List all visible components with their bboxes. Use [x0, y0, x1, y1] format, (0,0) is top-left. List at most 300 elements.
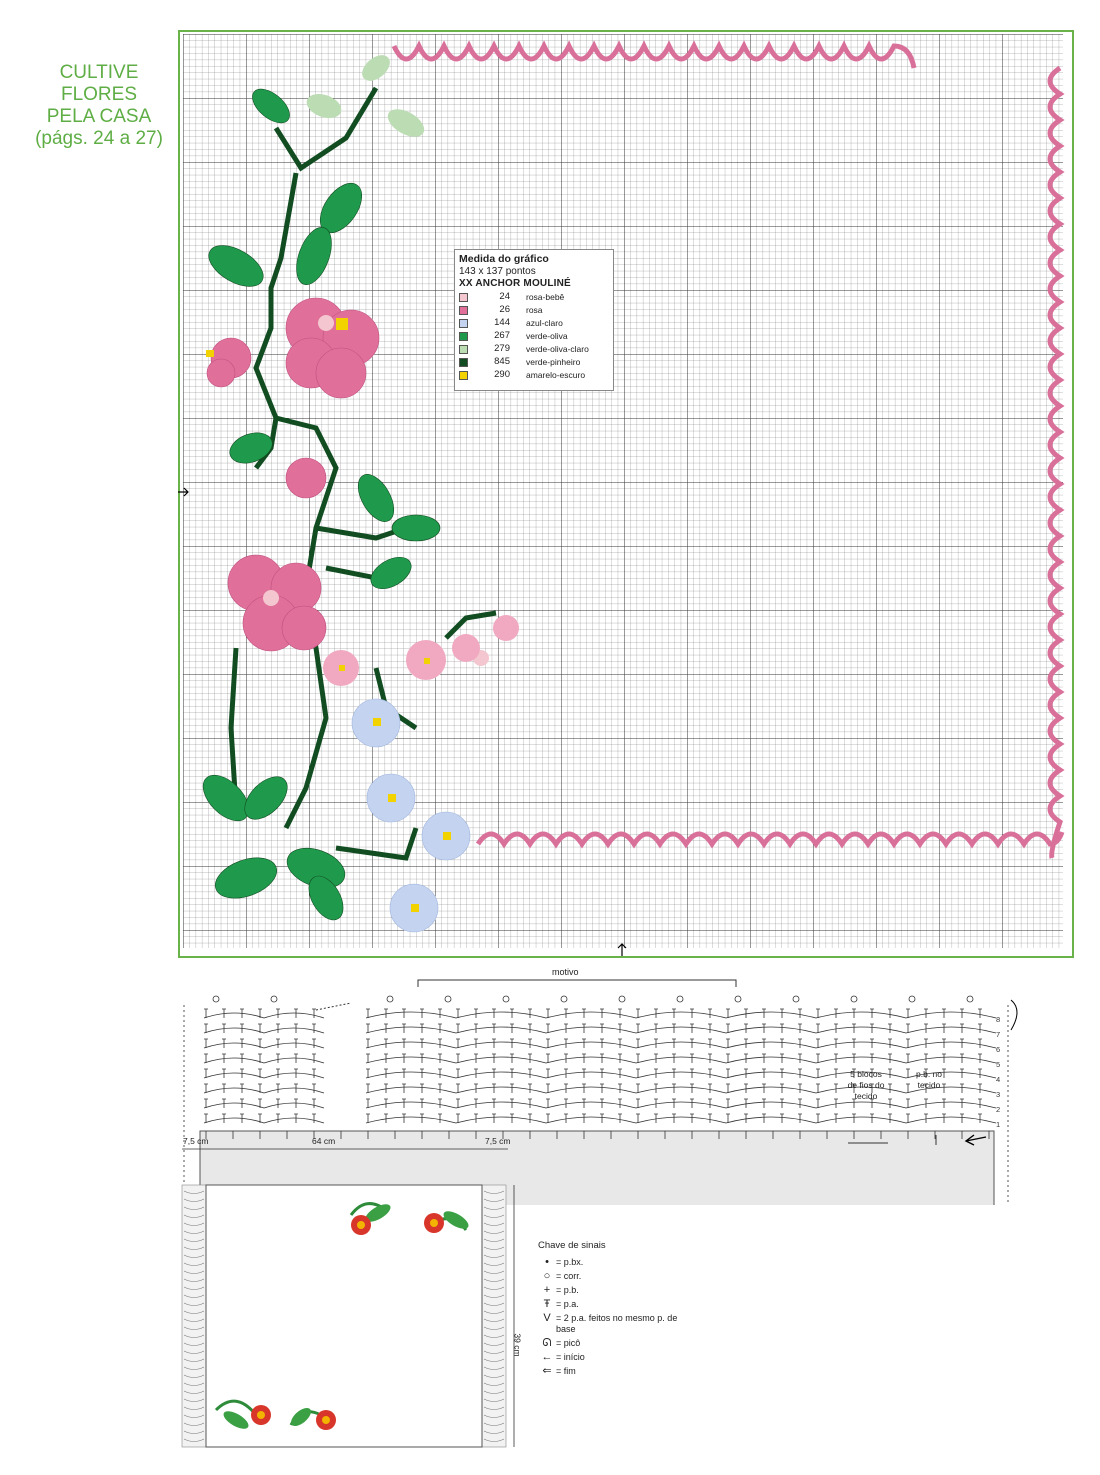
stitch-mark [492, 1039, 496, 1048]
stitch-mark [456, 1099, 460, 1108]
stitch-mark [546, 1099, 550, 1108]
key-label: = p.bx. [556, 1257, 584, 1267]
stitch-mark [546, 1024, 550, 1033]
stitch-mark [528, 1084, 532, 1093]
anchor-code: 267 [494, 329, 510, 341]
stitch-mark [780, 1009, 784, 1018]
stitch-mark [726, 1054, 730, 1063]
legend-row [459, 317, 609, 330]
stitch-mark [870, 1009, 874, 1018]
stitch-mark [888, 1039, 892, 1048]
stitch-mark [438, 1114, 442, 1123]
stitch-mark [798, 1054, 802, 1063]
stitch-mark [798, 1114, 802, 1123]
stitch-mark [852, 1009, 856, 1018]
picot [793, 996, 799, 1002]
stitch-mark [600, 1024, 604, 1033]
stitch-mark [726, 1084, 730, 1093]
stitch-mark [492, 1084, 496, 1093]
stitch-mark [312, 1084, 316, 1093]
dashed-arrow [316, 1003, 351, 1010]
stitch-mark [582, 1069, 586, 1078]
stitch-mark [618, 1099, 622, 1108]
stitch-mark [762, 1039, 766, 1048]
crochet-row-left [204, 1118, 324, 1123]
dim-left: 7,5 cm [183, 1136, 209, 1146]
stitch-mark [420, 1054, 424, 1063]
stitch-mark [672, 1084, 676, 1093]
stitch-mark [456, 1024, 460, 1033]
stitch-mark [402, 1084, 406, 1093]
legend-row [459, 304, 609, 317]
dim-right: 7,5 cm [485, 1136, 511, 1146]
stitch-mark [672, 1039, 676, 1048]
stitch-mark [492, 1054, 496, 1063]
stitch-mark [726, 1069, 730, 1078]
key-symbol-icon: V [543, 1312, 551, 1324]
stitch-mark [942, 1024, 946, 1033]
stitch-mark [528, 1069, 532, 1078]
stitch-mark [618, 1054, 622, 1063]
anchor-code: 24 [499, 290, 510, 302]
stitch-mark [312, 1009, 316, 1018]
color-legend [454, 249, 614, 391]
stitch-mark [276, 1054, 280, 1063]
stitch-mark [366, 1099, 370, 1108]
stitch-mark [816, 1024, 820, 1033]
stitch-mark [690, 1069, 694, 1078]
color-name: amarelo-escuro [526, 369, 586, 380]
key-row [538, 1285, 698, 1296]
stitch-mark [456, 1054, 460, 1063]
key-label: = início [556, 1352, 585, 1362]
stitch-mark [600, 1099, 604, 1108]
stitch-mark [636, 1084, 640, 1093]
stitch-mark [276, 1114, 280, 1123]
legend-title: Medida do gráfico [459, 253, 549, 265]
picot [503, 996, 509, 1002]
picot [445, 996, 451, 1002]
stitch-mark [636, 1039, 640, 1048]
stitch-mark [942, 1009, 946, 1018]
stitch-mark [438, 1039, 442, 1048]
stitch-mark [780, 1114, 784, 1123]
stitch-mark [816, 1009, 820, 1018]
stitch-mark [780, 1084, 784, 1093]
stitch-mark [906, 1114, 910, 1123]
stitch-mark [726, 1024, 730, 1033]
stitch-mark [546, 1039, 550, 1048]
anchor-code: 845 [494, 355, 510, 367]
stitch-mark [366, 1069, 370, 1078]
crochet-row-left [204, 1088, 324, 1093]
key-row [538, 1313, 698, 1335]
key-label: = picô [556, 1338, 581, 1348]
stitch-mark [762, 1009, 766, 1018]
motif-bracket [418, 980, 736, 987]
stitch-mark [690, 1054, 694, 1063]
picot [561, 996, 567, 1002]
cross-stitch-chart [176, 28, 1076, 962]
stitch-mark [942, 1054, 946, 1063]
stitch-mark [582, 1024, 586, 1033]
stitch-mark [708, 1009, 712, 1018]
stitch-mark [528, 1024, 532, 1033]
stitch-mark [528, 1099, 532, 1108]
row-number: 2 [996, 1105, 1001, 1114]
stitch-mark [492, 1099, 496, 1108]
stitch-mark [726, 1099, 730, 1108]
stitch-mark [492, 1069, 496, 1078]
stitch-mark [510, 1024, 514, 1033]
legend-row [459, 369, 609, 382]
anchor-code: 279 [494, 342, 510, 354]
legend-row [459, 330, 609, 343]
stitch-mark [366, 1009, 370, 1018]
title-line-3: PELA CASA [46, 106, 152, 127]
legend-header: XX ANCHOR MOULINÉ [459, 278, 571, 290]
key-row [538, 1338, 698, 1349]
stitch-mark [582, 1009, 586, 1018]
stitch-mark [906, 1024, 910, 1033]
stitch-mark [366, 1114, 370, 1123]
title-line-4: (págs. 24 a 27) [35, 128, 163, 149]
stitch-mark [438, 1009, 442, 1018]
stitch-mark [438, 1099, 442, 1108]
stitch-mark [420, 1024, 424, 1033]
stitch-mark [546, 1084, 550, 1093]
stitch-mark [636, 1069, 640, 1078]
stitch-mark [510, 1114, 514, 1123]
stitch-mark [708, 1024, 712, 1033]
stitch-mark [366, 1039, 370, 1048]
stitch-mark [870, 1039, 874, 1048]
stitch-mark [870, 1114, 874, 1123]
crochet-row-left [204, 1103, 324, 1108]
stitch-mark [672, 1099, 676, 1108]
stitch-mark [600, 1009, 604, 1018]
stitch-mark [294, 1084, 298, 1093]
stitch-mark [870, 1024, 874, 1033]
stitch-mark [492, 1009, 496, 1018]
stitch-mark [798, 1084, 802, 1093]
picot [851, 996, 857, 1002]
stitch-mark [816, 1114, 820, 1123]
motif-label: motivo [552, 967, 579, 977]
stitch-mark [618, 1069, 622, 1078]
chart-title [20, 62, 178, 150]
color-swatch [459, 332, 468, 341]
picot [271, 996, 277, 1002]
stitch-mark [960, 1114, 964, 1123]
stitch-mark [906, 1099, 910, 1108]
crochet-row-left [204, 1073, 324, 1078]
stitch-mark [780, 1039, 784, 1048]
stitch-mark [708, 1114, 712, 1123]
stitch-mark [816, 1069, 820, 1078]
stitch-mark [978, 1099, 982, 1108]
stitch-mark [546, 1069, 550, 1078]
crochet-row-right [366, 1027, 996, 1033]
row-number: 4 [996, 1075, 1001, 1084]
stitch-mark [960, 1084, 964, 1093]
stitch-mark [960, 1039, 964, 1048]
symbol-key [538, 1240, 698, 1380]
key-symbol-icon: ○ [543, 1270, 551, 1282]
stitch-mark [978, 1084, 982, 1093]
picot [967, 996, 973, 1002]
stitch-mark [798, 1039, 802, 1048]
stitch-mark [780, 1069, 784, 1078]
stitch-mark [582, 1054, 586, 1063]
key-symbol-icon: ᘏ [542, 1337, 552, 1349]
stitch-mark [690, 1039, 694, 1048]
stitch-mark [312, 1069, 316, 1078]
stitch-mark [888, 1024, 892, 1033]
stitch-mark [708, 1084, 712, 1093]
stitch-mark [456, 1039, 460, 1048]
anchor-code: 290 [494, 368, 510, 380]
stitch-mark [780, 1099, 784, 1108]
stitch-mark [438, 1054, 442, 1063]
stitch-mark [294, 1114, 298, 1123]
stitch-mark [528, 1114, 532, 1123]
stitch-mark [294, 1099, 298, 1108]
stitch-mark [492, 1114, 496, 1123]
stitch-mark [456, 1114, 460, 1123]
row-number: 8 [996, 1015, 1001, 1024]
stitch-mark [798, 1099, 802, 1108]
stitch-mark [600, 1084, 604, 1093]
anchor-code: 144 [494, 316, 510, 328]
title-line-2: FLORES [60, 84, 138, 105]
stitch-mark [672, 1054, 676, 1063]
stitch-mark [312, 1039, 316, 1048]
stitch-mark [816, 1084, 820, 1093]
key-label: = 2 p.a. feitos no mesmo p. de base [556, 1313, 678, 1334]
crochet-row-left [204, 1058, 324, 1063]
anchor-code: 26 [499, 303, 510, 315]
color-name: verde-oliva [526, 330, 568, 341]
stitch-mark [906, 1039, 910, 1048]
stitch-mark [402, 1024, 406, 1033]
stitch-mark [726, 1039, 730, 1048]
stitch-mark [978, 1039, 982, 1048]
stitch-mark [690, 1114, 694, 1123]
stitch-mark [402, 1069, 406, 1078]
stitch-mark [600, 1069, 604, 1078]
stitch-mark [582, 1084, 586, 1093]
stitch-mark [420, 1039, 424, 1048]
stitch-mark [978, 1054, 982, 1063]
legend-row [459, 291, 609, 304]
stitch-mark [294, 1039, 298, 1048]
stitch-mark [618, 1024, 622, 1033]
stitch-mark [492, 1024, 496, 1033]
stitch-mark [582, 1099, 586, 1108]
dim-center: 64 cm [312, 1136, 336, 1146]
stitch-mark [366, 1024, 370, 1033]
stitch-mark [456, 1069, 460, 1078]
row-number: 5 [996, 1060, 1001, 1069]
color-swatch [459, 345, 468, 354]
stitch-mark [672, 1069, 676, 1078]
row-number: 1 [996, 1120, 1001, 1129]
legend-row [459, 356, 609, 369]
stitch-mark [960, 1024, 964, 1033]
stitch-mark [618, 1114, 622, 1123]
stitch-mark [762, 1114, 766, 1123]
picot [909, 996, 915, 1002]
crochet-row-right [366, 1117, 996, 1123]
stitch-mark [762, 1099, 766, 1108]
note-5-blocks: 5 blocos de fios do tecido [847, 1069, 885, 1101]
stitch-mark [510, 1069, 514, 1078]
picot [387, 996, 393, 1002]
stitch-mark [420, 1009, 424, 1018]
stitch-mark [402, 1009, 406, 1018]
stitch-mark [780, 1024, 784, 1033]
turn-arrow [1011, 1000, 1017, 1030]
stitch-mark [636, 1099, 640, 1108]
key-symbol-icon: + [543, 1284, 551, 1296]
stitch-mark [420, 1099, 424, 1108]
stitch-mark [294, 1009, 298, 1018]
stitch-mark [600, 1054, 604, 1063]
stitch-mark [438, 1084, 442, 1093]
stitch-mark [690, 1099, 694, 1108]
key-row [538, 1366, 698, 1377]
stitch-mark [402, 1039, 406, 1048]
stitch-mark [726, 1009, 730, 1018]
crochet-row-right [366, 1057, 996, 1063]
stitch-mark [960, 1009, 964, 1018]
stitch-mark [420, 1114, 424, 1123]
dim-height: 39 cm [512, 1333, 523, 1357]
stitch-mark [312, 1024, 316, 1033]
stitch-mark [510, 1054, 514, 1063]
stitch-mark [402, 1114, 406, 1123]
stitch-mark [510, 1039, 514, 1048]
color-swatch [459, 371, 468, 380]
stitch-mark [420, 1069, 424, 1078]
stitch-mark [456, 1009, 460, 1018]
crochet-row-right [366, 1102, 996, 1108]
color-name: rosa [526, 304, 543, 315]
stitch-mark [672, 1114, 676, 1123]
row-number: 6 [996, 1045, 1001, 1054]
stitch-mark [636, 1009, 640, 1018]
stitch-mark [312, 1099, 316, 1108]
picot [677, 996, 683, 1002]
key-label: = p.a. [556, 1299, 579, 1309]
stitch-mark [690, 1024, 694, 1033]
color-name: verde-pinheiro [526, 356, 581, 367]
stitch-mark [726, 1114, 730, 1123]
stitch-mark [960, 1099, 964, 1108]
row-number: 7 [996, 1030, 1001, 1039]
stitch-mark [528, 1054, 532, 1063]
stitch-mark [888, 1009, 892, 1018]
stitch-mark [762, 1024, 766, 1033]
key-row [538, 1271, 698, 1282]
crochet-row-right [366, 1087, 996, 1093]
stitch-mark [960, 1054, 964, 1063]
color-swatch [459, 358, 468, 367]
color-swatch [459, 293, 468, 302]
stitch-mark [852, 1054, 856, 1063]
color-swatch [459, 319, 468, 328]
stitch-mark [546, 1054, 550, 1063]
stitch-mark [618, 1084, 622, 1093]
key-symbol-icon: • [545, 1256, 549, 1268]
stitch-mark [312, 1114, 316, 1123]
stitch-mark [312, 1054, 316, 1063]
picot [213, 996, 219, 1002]
stitch-mark [672, 1024, 676, 1033]
stitch-mark [960, 1069, 964, 1078]
stitch-mark [420, 1084, 424, 1093]
stitch-mark [906, 1054, 910, 1063]
stitch-mark [294, 1024, 298, 1033]
stitch-mark [762, 1069, 766, 1078]
stitch-mark [294, 1054, 298, 1063]
stitch-mark [636, 1054, 640, 1063]
key-label: = p.b. [556, 1285, 579, 1295]
stitch-mark [510, 1084, 514, 1093]
color-swatch [459, 306, 468, 315]
stitch-mark [708, 1039, 712, 1048]
stitch-mark [582, 1114, 586, 1123]
title-line-1: CULTIVE [59, 62, 139, 83]
stitch-mark [456, 1084, 460, 1093]
stitch-mark [276, 1099, 280, 1108]
crochet-row-right [366, 1072, 996, 1078]
legend-row [459, 343, 609, 356]
stitch-mark [618, 1009, 622, 1018]
stitch-mark [978, 1009, 982, 1018]
stitch-mark [852, 1039, 856, 1048]
key-row [538, 1299, 698, 1310]
stitch-mark [816, 1054, 820, 1063]
stitch-mark [708, 1069, 712, 1078]
stitch-mark [366, 1054, 370, 1063]
color-name: verde-oliva-claro [526, 343, 589, 354]
stitch-mark [798, 1024, 802, 1033]
picot [619, 996, 625, 1002]
tablecloth-layout [176, 1135, 526, 1475]
stitch-mark [762, 1054, 766, 1063]
stitch-mark [438, 1069, 442, 1078]
stitch-mark [600, 1114, 604, 1123]
stitch-mark [690, 1009, 694, 1018]
stitch-mark [798, 1009, 802, 1018]
stitch-mark [438, 1024, 442, 1033]
key-row [538, 1352, 698, 1363]
stitch-mark [276, 1069, 280, 1078]
stitch-mark [294, 1069, 298, 1078]
stitch-mark [636, 1024, 640, 1033]
stitch-mark [798, 1069, 802, 1078]
stitch-mark [690, 1084, 694, 1093]
stitch-mark [636, 1114, 640, 1123]
crochet-rows [204, 996, 996, 1139]
stitch-mark [870, 1054, 874, 1063]
stitch-mark [888, 1114, 892, 1123]
stitch-mark [402, 1099, 406, 1108]
key-label: = fim [556, 1366, 576, 1376]
key-label: = corr. [556, 1271, 582, 1281]
